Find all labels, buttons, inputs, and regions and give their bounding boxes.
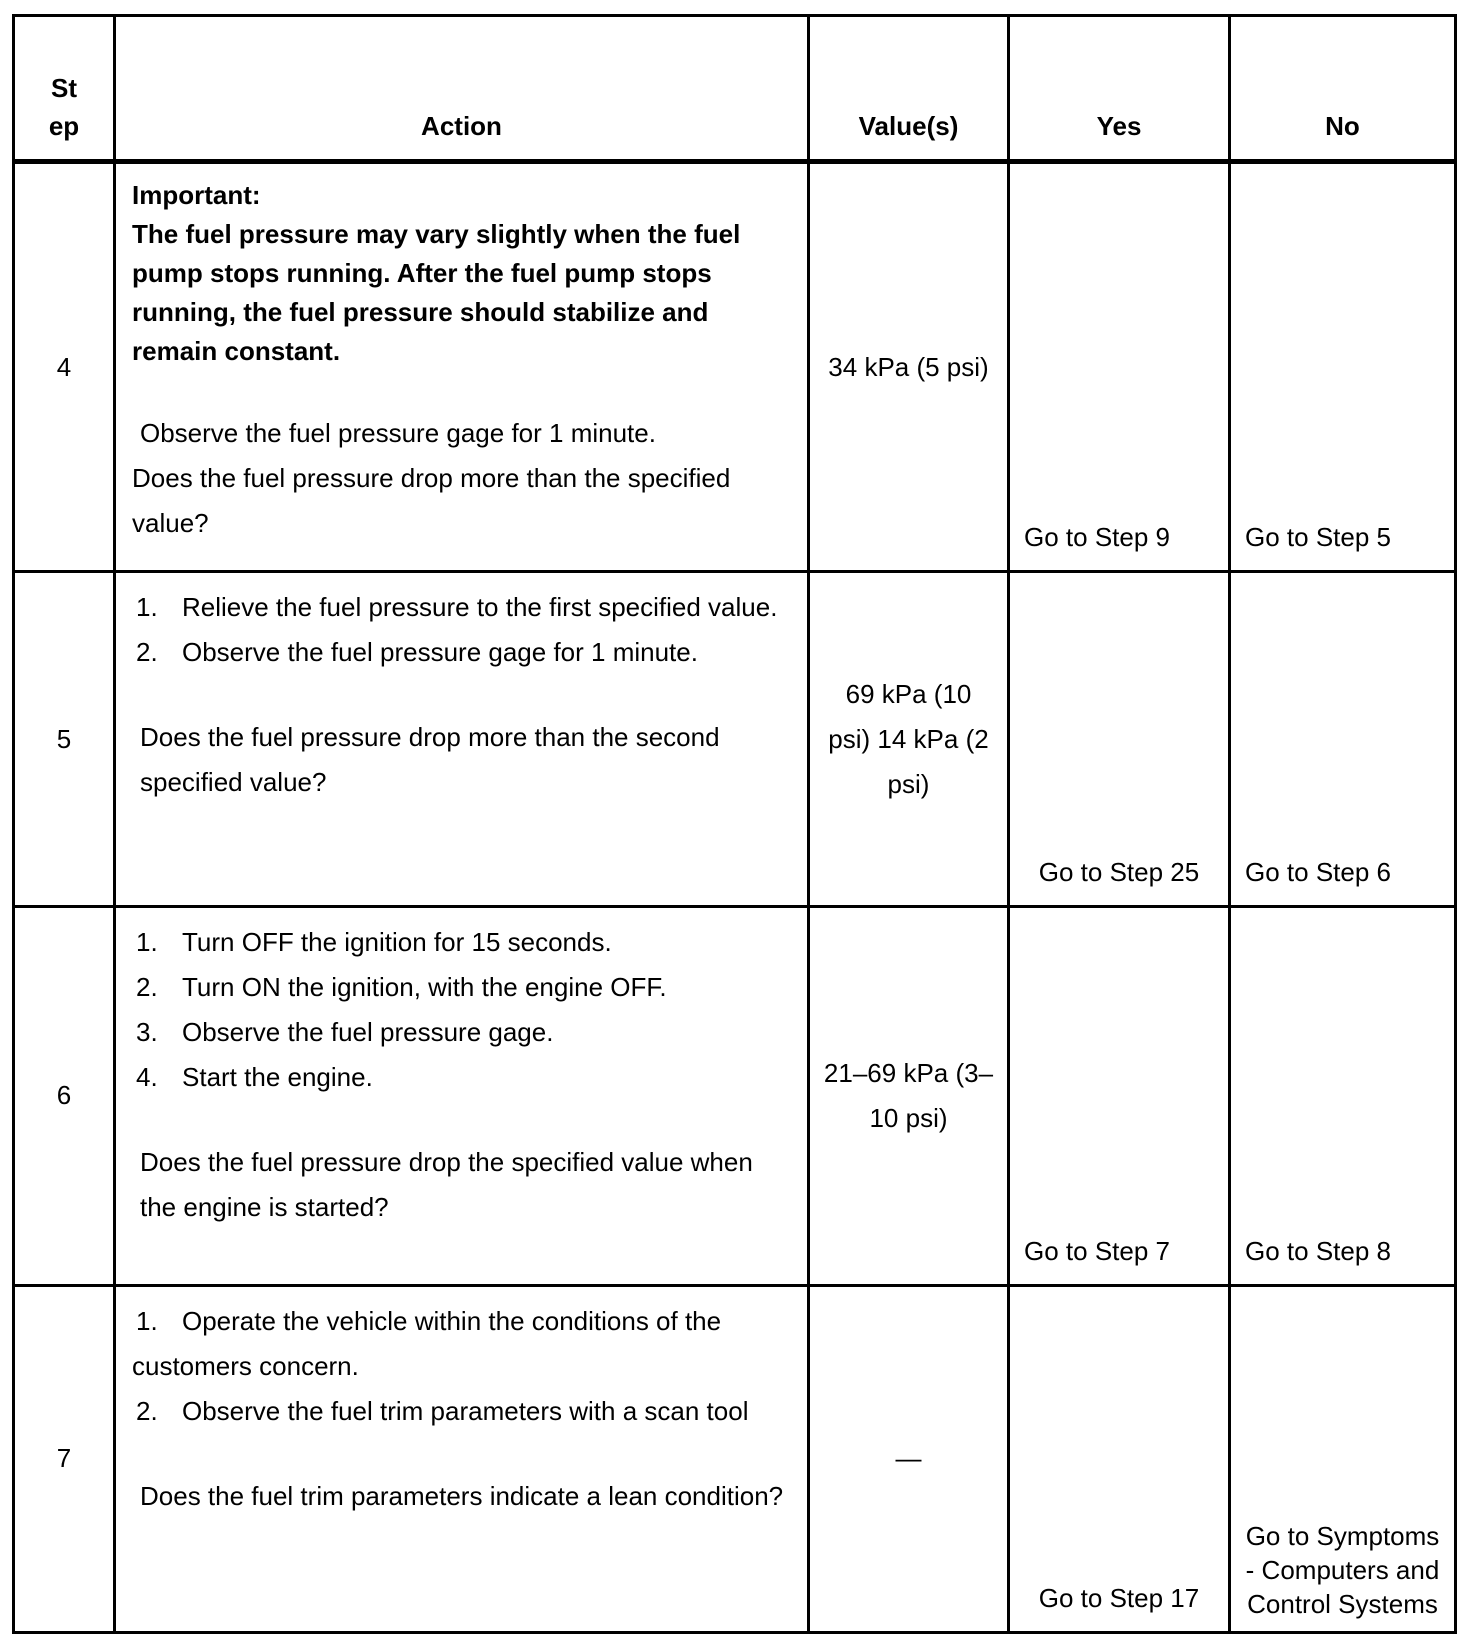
important-label: Important: <box>132 180 261 211</box>
header-row <box>14 16 1456 162</box>
header-step: St ep <box>14 16 115 162</box>
step-number: 7 <box>14 1285 115 1632</box>
step-number: 4 <box>14 162 115 572</box>
list-item: 2. Observe the fuel trim parameters with a scan tool <box>136 1395 749 1426</box>
table-row-step-5 <box>14 572 1456 907</box>
value-cell: — <box>809 1285 1009 1632</box>
question-text: Does the fuel pressure drop the specified value when the engine is started? <box>140 1146 753 1222</box>
header-no: No <box>1230 16 1456 162</box>
list-item: 2. Observe the fuel pressure gage for 1 minute. <box>136 637 698 668</box>
no-cell: Go to Step 6 <box>1230 572 1456 907</box>
important-text: The fuel pressure may vary slightly when the fuel pump stops running. After the fuel pump stops running, the fuel pressure should stabilize and remain constant. <box>132 219 741 367</box>
action-cell <box>115 162 809 572</box>
list-item: 1. Operate the vehicle within the conditions of the customers concern. <box>132 1305 722 1381</box>
list-item: 4. Start the engine. <box>136 1061 373 1092</box>
yes-cell: Go to Step 9 <box>1009 162 1230 572</box>
yes-cell: Go to Step 17 <box>1009 1285 1230 1632</box>
header-yes: Yes <box>1009 16 1230 162</box>
diagnostic-table <box>12 14 1457 1634</box>
value-cell: 21–69 kPa (3–10 psi) <box>809 906 1009 1285</box>
table-row-step-6 <box>14 906 1456 1285</box>
question-text: Does the fuel pressure drop more than the second specified value? <box>140 722 720 798</box>
value-cell: 34 kPa (5 psi) <box>809 162 1009 572</box>
header-values: Value(s) <box>809 16 1009 162</box>
step-number: 6 <box>14 906 115 1285</box>
table-row-step-7 <box>14 1285 1456 1632</box>
action-cell <box>115 906 809 1285</box>
no-cell: Go to Symptoms - Computers and Control Systems <box>1230 1285 1456 1632</box>
value-cell: 69 kPa (10 psi) 14 kPa (2 psi) <box>809 572 1009 907</box>
list-item: 1. Relieve the fuel pressure to the first specified value. <box>136 592 778 623</box>
table-row-step-4 <box>14 162 1456 572</box>
instruction-text: Observe the fuel pressure gage for 1 minute. <box>140 418 656 449</box>
action-cell <box>115 572 809 907</box>
yes-cell: Go to Step 25 <box>1009 572 1230 907</box>
list-item: 3. Observe the fuel pressure gage. <box>136 1016 554 1047</box>
no-cell: Go to Step 8 <box>1230 906 1456 1285</box>
action-cell <box>115 1285 809 1632</box>
header-action: Action <box>115 16 809 162</box>
list-item: 2. Turn ON the ignition, with the engine OFF. <box>136 971 667 1002</box>
yes-cell: Go to Step 7 <box>1009 906 1230 1285</box>
question-text: Does the fuel pressure drop more than the specified value? <box>132 463 731 539</box>
list-item: 1. Turn OFF the ignition for 15 seconds. <box>136 926 612 957</box>
question-text: Does the fuel trim parameters indicate a lean condition? <box>140 1480 784 1511</box>
step-number: 5 <box>14 572 115 907</box>
no-cell: Go to Step 5 <box>1230 162 1456 572</box>
